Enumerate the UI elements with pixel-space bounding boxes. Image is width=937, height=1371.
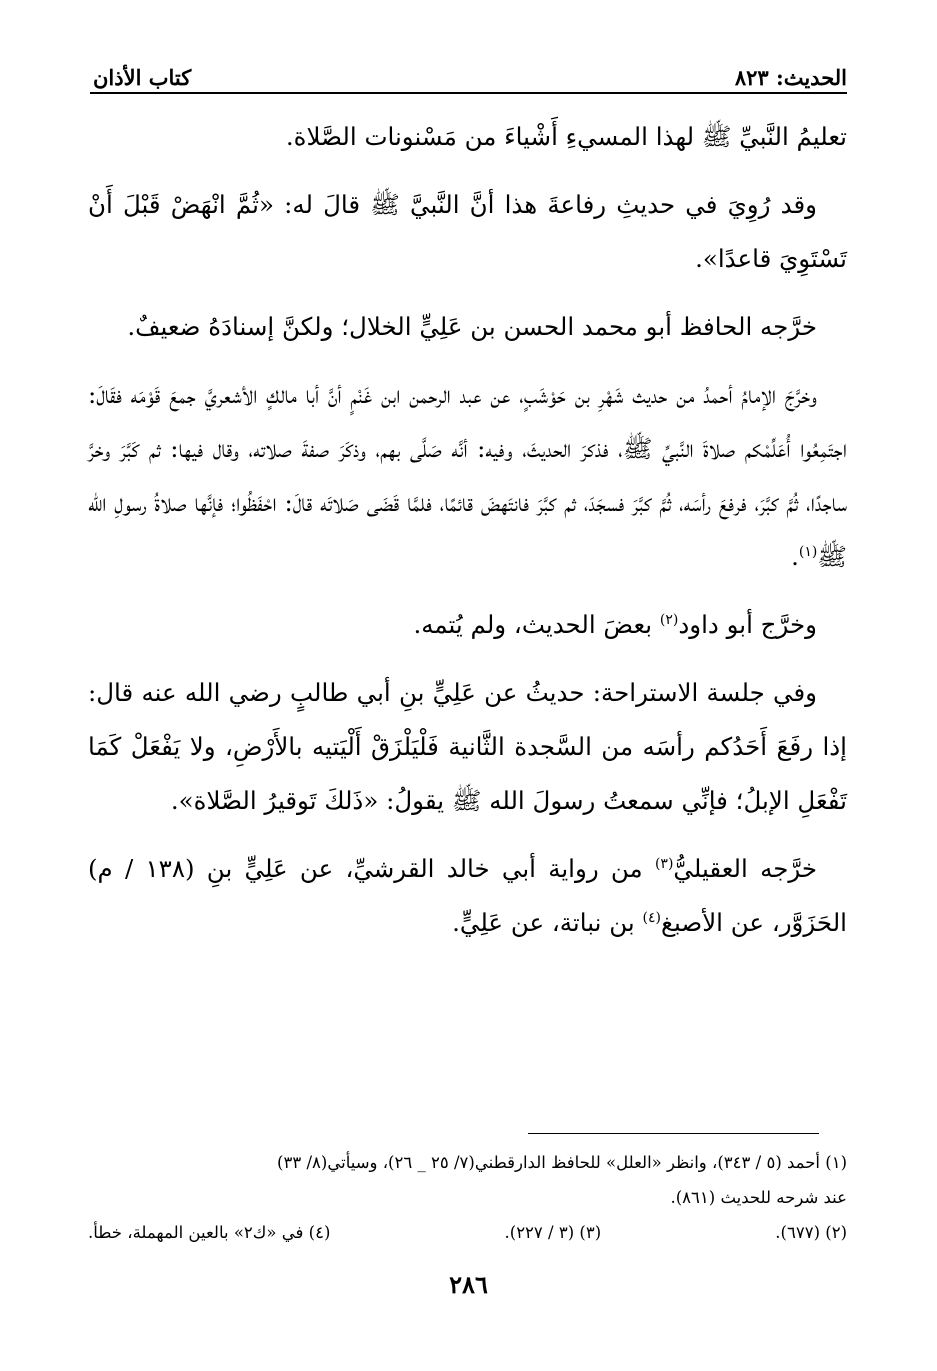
paragraph-6 [88,666,847,828]
paragraph-7-end: بن نباتة، عن عَلِيٍّ. [452,908,635,937]
footnote-ref-1: (١) [798,543,818,560]
book-title: كتاب الأذان [93,65,192,90]
paragraph-4-end: . [791,542,799,571]
footnote-ref-2: (٢) [659,611,679,628]
paragraph-5-rest: بعضَ الحديث، ولم يُتمه. [413,610,653,639]
paragraph-4 [88,368,847,584]
paragraph-6-text: وفي جلسة الاستراحة: حديثُ عن عَلِيٍّ بنِ أبي طالبٍ رضي الله عنه قال: إذا رفَعَ أَحَدُكم رأسَه من السَّجدة الثَّانية فَلْيَلْزَقْ أَلْيَتيه بالأَرْضِ، ولا يَفْعَلْ كَمَا تَفْعَلِ الإبلُ؛ فإنِّي سمعتُ رسولَ الله ﷺ يقولُ: «ذَلكَ تَوقيرُ الصَّلاة». [88,678,847,815]
footnote-ref-3: (٣) [654,855,674,872]
footnote-2: (٢) (٦٧٧). [775,1223,847,1242]
header-divider [90,92,847,94]
paragraph-3 [88,300,847,354]
footnote-3: (٣) (٣ / ٢٢٧). [504,1223,602,1242]
page-number: ٢٨٦ [449,1270,488,1299]
paragraph-7-rest: من رواية أبي خالد القرشيِّ، عن عَلِيٍّ بنِ (١٣٨ / م) [88,854,643,883]
paragraph-2-text: وقد رُوِيَ في حديثِ رفاعةَ هذا أنَّ النَّبيَّ ﷺ قالَ له: «ثُمَّ انْهَضْ قَبْلَ أَنْ تَسْتَوِيَ قاعدًا». [88,190,847,273]
paragraph-2 [88,178,847,286]
paragraph-7 [88,842,847,950]
hadith-number-label: الحديث: ٨٢٣ [734,65,847,90]
footnotes [88,1145,847,1250]
paragraph-4-text: وخرَّجَ الإمامُ أحمدُ من حديث شَهْرِ بن حَوْشَبٍ، عن عبد الرحمن ابن غَنْمٍ أنَّ أبا مالكٍ الأشعريَّ جمعَ قَوْمَه فقَالَ: اجتَمِعُوا أُعَلِّمْكم صلاةَ النَّبيِّ ﷺ، فذكرَ الحديثَ، وفيه: أنَّه صَلَّى بهم، وذكَرَ صفةَ صلاته، وقال فيها: ثم كَبَّرَ وخرَّ ساجدًا، ثُمَّ كبَّرَ، فرفعَ رأسَه، ثُمَّ كبَّرَ فسجَدَ، ثم كبَّرَ فانتَهضَ قائمًا، فلمَّا قَضَى صَلاتَه قالَ: احْفَظُوا؛ فإنَّها صلاةُ رسولِ الله ﷺ [88,380,847,571]
paragraph-3-text: خرَّجه الحافظ أبو محمد الحسن بن عَلِيٍّ الخلال؛ ولكنَّ إسنادَهُ ضعيفٌ. [127,312,817,341]
footnote-4: (٤) في «ك٢» بالعين المهملة، خطأ. [88,1223,331,1242]
paragraph-1 [88,110,847,164]
paragraph-7-text: خرَّجه العقيليُّ [673,854,818,883]
footnote-1-continuation: عند شرحه للحديث (٨٦١). [670,1188,847,1207]
paragraph-1-text: تعليمُ النَّبيِّ ﷺ لهذا المسيءِ أَشْياءَ من مَسْنونات الصَّلاة. [285,122,847,151]
paragraph-5 [88,598,847,652]
footnotes-row [88,1215,847,1250]
footnote-1: (١) أحمد (٥ / ٣٤٣)، وانظر «العلل» للحافظ الدارقطني(٧/ ٢٥ _ ٢٦)، وسيأتي(٨/ ٣٣) [277,1153,847,1172]
running-header [93,54,847,90]
footnote-ref-4: (٤) [642,909,661,926]
paragraph-7-continued: الحَزَوَّر، عن الأصبغ [660,908,847,937]
main-text [88,110,847,964]
footnote-divider [528,1133,819,1134]
paragraph-5-text: وخرَّج أبو داود [678,610,817,639]
